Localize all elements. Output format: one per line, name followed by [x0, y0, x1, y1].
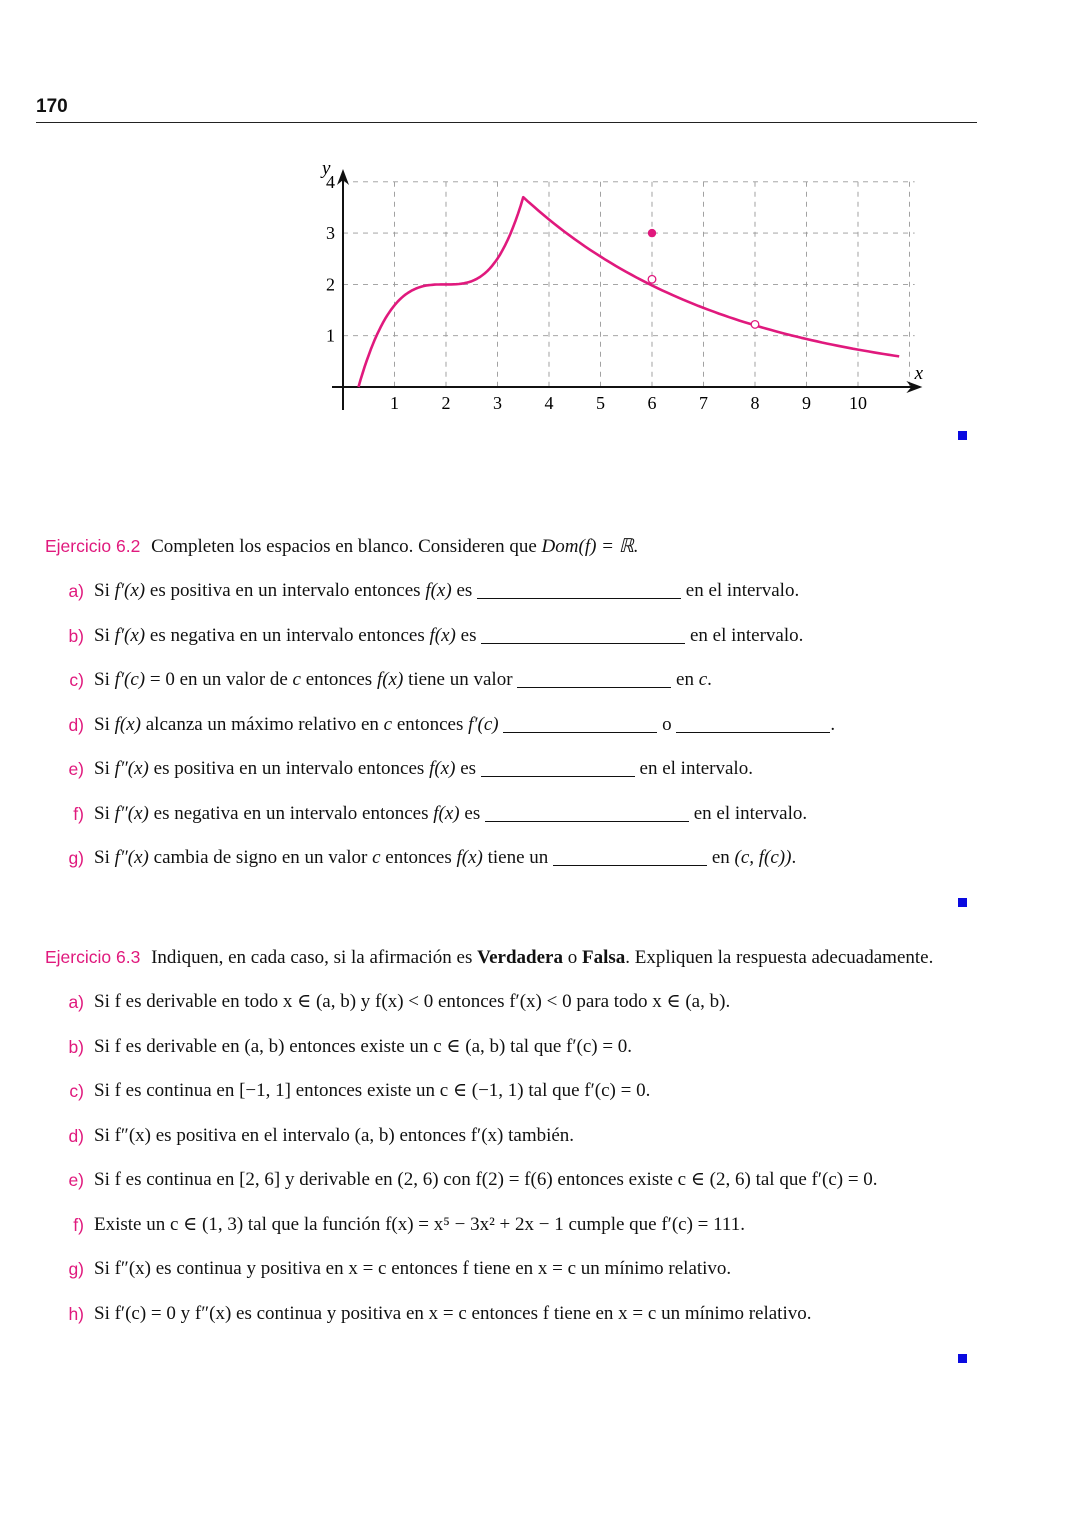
list-item: b) Si f′(x) es negativa en un intervalo entonces f(x) es en el intervalo.: [68, 624, 804, 646]
y-tick-label: 4: [326, 171, 335, 192]
exercise-6-2: [45, 534, 980, 891]
list-item: c) Si f′(c) = 0 en un valor de c entonces f(x) tiene un valor en c.: [69, 669, 712, 690]
open-point: [751, 321, 759, 329]
x-tick-label: 5: [596, 393, 605, 413]
list-item: e) Si f″(x) es positiva en un intervalo entonces f(x) es en el intervalo.: [68, 758, 753, 779]
x-tick-label: 9: [802, 393, 811, 413]
end-of-exercise-mark: [958, 898, 967, 907]
x-tick-label: 1: [390, 393, 399, 413]
answer-blank[interactable]: [481, 625, 685, 644]
x-tick-label: 8: [750, 393, 760, 413]
list-item: d) Si f″(x) es positiva en el intervalo (a, b) entonces f′(x) también.: [68, 1124, 575, 1146]
list-item: h) Si f′(c) = 0 y f″(x) es continua y positiva en x = c entonces f tiene en x = c un mínimo relativo.: [68, 1302, 812, 1324]
list-item: g) Si f″(x) es continua y positiva en x = c entonces f tiene en x = c un mínimo relativo.: [68, 1258, 732, 1279]
exercise-6-2-title: [45, 534, 980, 559]
answer-blank[interactable]: [481, 758, 635, 777]
list-item: e) Si f es continua en [2, 6] y derivable en (2, 6) con f(2) = f(6) entonces existe c ∈ (2, 6) tal que f′(c) = 0.: [68, 1169, 878, 1190]
x-tick-label: 4: [544, 393, 554, 413]
list-item: f) Si f″(x) es negativa en un intervalo entonces f(x) es en el intervalo.: [73, 802, 808, 824]
x-tick-label: 3: [493, 393, 502, 413]
list-item: f) Existe un c ∈ (1, 3) tal que la función f(x) = x⁵ − 3x² + 2x − 1 cumple que f′(c) = 111.: [73, 1213, 745, 1235]
exercise-6-3-title: Ejercicio 6.3 Indiquen, en cada caso, si la afirmación es Verdadera o Falsa. Expliquen la respuesta adecuadamente.: [45, 947, 934, 968]
x-tick-label: 6: [647, 393, 657, 413]
list-item: a) Si f es derivable en todo x ∈ (a, b) y f(x) < 0 entonces f′(x) < 0 para todo x ∈ (a, b).: [68, 991, 731, 1012]
filled-point: [648, 229, 656, 237]
list-item: d) Si f(x) alcanza un máximo relativo en c entonces f′(c) o .: [68, 713, 836, 735]
header-rule: [36, 122, 977, 123]
answer-blank[interactable]: [477, 580, 681, 599]
open-point: [648, 275, 656, 283]
y-tick-label: 3: [326, 223, 335, 244]
x-tick-label: 2: [441, 393, 451, 413]
list-item: b) Si f es derivable en (a, b) entonces existe un c ∈ (a, b) tal que f′(c) = 0.: [68, 1035, 633, 1057]
x-axis-label: x: [914, 363, 924, 384]
exercise-6-3: [45, 945, 1020, 1346]
answer-blank[interactable]: [517, 669, 671, 688]
end-of-exercise-mark: [958, 1354, 967, 1363]
page-number: 170: [36, 96, 68, 117]
y-tick-label: 2: [326, 274, 335, 295]
function-curve: [359, 197, 900, 387]
function-graph: [300, 150, 924, 420]
answer-blank[interactable]: [676, 714, 830, 733]
y-tick-label: 1: [326, 325, 335, 346]
graph-axes: [332, 169, 922, 410]
x-tick-label: 7: [699, 393, 708, 413]
answer-blank[interactable]: [485, 803, 689, 822]
exercise-label: Ejercicio 6.3: [45, 947, 141, 967]
list-item: c) Si f es continua en [−1, 1] entonces existe un c ∈ (−1, 1) tal que f′(c) = 0.: [69, 1080, 651, 1101]
list-item: g) Si f″(x) cambia de signo en un valor c entonces f(x) tiene un en (c, f(c)).: [68, 847, 797, 868]
dom-symbol: Dom: [541, 536, 579, 557]
answer-blank[interactable]: [503, 714, 657, 733]
answer-blank[interactable]: [553, 847, 707, 866]
x-tick-label: 10: [849, 393, 867, 413]
exercise-intro: Completen los espacios en blanco. Consideren que: [151, 536, 537, 557]
list-item: a) Si f′(x) es positiva en un intervalo entonces f(x) es en el intervalo.: [68, 580, 800, 601]
end-of-example-mark: [958, 431, 967, 440]
y-axis-label: y: [322, 158, 331, 180]
exercise-label: Ejercicio 6.2: [45, 536, 141, 556]
dom-argument: (f) = ℝ.: [578, 536, 639, 557]
